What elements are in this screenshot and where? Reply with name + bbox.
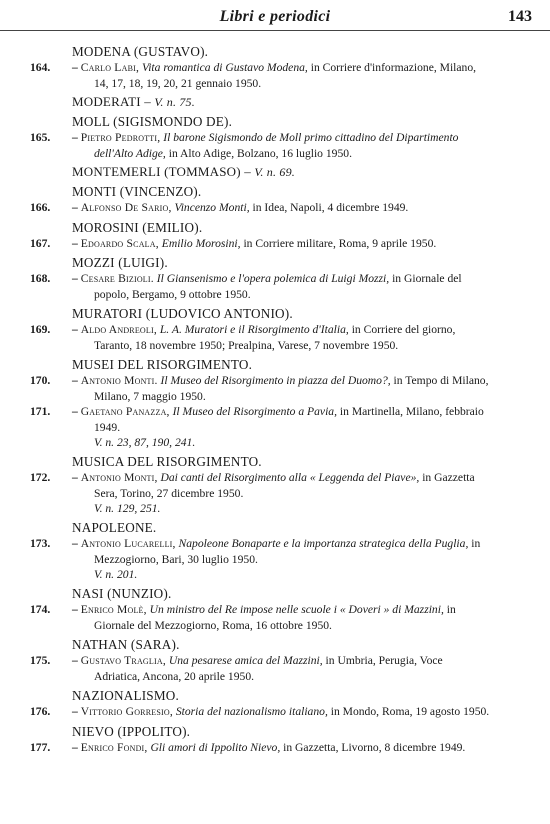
- bibliography-section: [0, 94, 550, 110]
- entry-text: [72, 130, 550, 161]
- entry-text: [72, 740, 550, 756]
- section-heading: NATHAN (SARA).: [72, 637, 180, 652]
- entry-number: 170.: [30, 374, 51, 387]
- bibliography-entry: [30, 60, 550, 91]
- bibliography-section: [0, 306, 550, 353]
- bibliography-entry: [30, 602, 550, 633]
- section-heading: NAPOLEONE.: [72, 520, 157, 535]
- entry-dash: –: [72, 705, 81, 718]
- section-heading: NASI (NUNZIO).: [72, 586, 172, 601]
- entry-number: 176.: [30, 705, 51, 718]
- entry-title: L. A. Muratori e il Risorgimento d'Italia,: [159, 323, 349, 336]
- entry-title: Un ministro del Re impose nelle scuole i « Doveri » di Mazzini,: [149, 603, 444, 616]
- bibliography-section: [0, 454, 550, 516]
- entry-text: [72, 536, 550, 567]
- entry-text: [72, 236, 550, 252]
- entry-publication: in Gazzetta, Livorno, 8 dicembre 1949.: [280, 740, 466, 754]
- bibliography-list: [0, 44, 550, 758]
- entry-title: Vita romantica di Gustavo Modena,: [141, 61, 308, 74]
- cross-reference-dash: –: [140, 94, 155, 109]
- bibliography-entry: [30, 740, 550, 756]
- running-title: Libri e periodici: [219, 8, 331, 25]
- entry-publication: in Mondo, Roma, 19 agosto 1950.: [327, 705, 490, 718]
- cross-reference-target: V. n. 69.: [254, 165, 295, 179]
- bibliography-section: [0, 255, 550, 302]
- bibliography-section: [0, 357, 550, 450]
- entry-publication: in Gazzetta Sera, Torino, 27 dicembre 1950.: [94, 471, 475, 500]
- entry-author: Enrico Molè,: [80, 603, 147, 616]
- bibliography-entry: [30, 704, 550, 720]
- entry-publication: in Idea, Napoli, 4 dicembre 1949.: [249, 201, 409, 214]
- section-heading: MOZZI (LUIGI).: [72, 255, 168, 270]
- cross-reference: [72, 94, 550, 110]
- cross-reference: [72, 164, 550, 180]
- entry-dash: –: [72, 272, 81, 285]
- section-heading: NIEVO (IPPOLITO).: [72, 723, 191, 739]
- entry-dash: –: [72, 323, 81, 336]
- bibliography-section: [0, 688, 550, 720]
- entry-dash: –: [72, 374, 81, 387]
- page-number: 143: [508, 8, 532, 25]
- entry-see-also: V. n. 129, 251.: [94, 502, 161, 515]
- bibliography-section: [0, 164, 550, 180]
- entry-text: [72, 322, 550, 353]
- entry-dash: –: [72, 236, 81, 250]
- bibliography-section: [0, 44, 550, 91]
- entry-dash: –: [72, 405, 81, 418]
- entry-text: [72, 200, 550, 216]
- entry-title: Il barone Sigismondo de Moll primo cittadino del Dipartimento dell'Alto Adige,: [94, 131, 459, 160]
- entry-publication: in Giornale del Mezzogiorno, Roma, 16 ottobre 1950.: [94, 603, 456, 632]
- entry-dash: –: [72, 603, 81, 616]
- entry-number: 172.: [30, 471, 51, 484]
- entry-number: 177.: [30, 740, 51, 754]
- entry-title: Napoleone Bonaparte e la importanza strategica della Puglia,: [178, 537, 469, 550]
- entry-title: Vincenzo Monti,: [174, 201, 250, 214]
- entry-author: Enrico Fondi,: [80, 740, 148, 754]
- entry-author: Gustavo Traglia,: [80, 654, 166, 667]
- entry-number: 166.: [30, 201, 51, 214]
- entry-title: Gli amori di Ippolito Nievo,: [150, 740, 281, 754]
- entry-see-also: V. n. 23, 87, 190, 241.: [94, 436, 196, 449]
- entry-author: Carlo Labi,: [80, 61, 140, 74]
- section-heading: MOLL (SIGISMONDO DE).: [72, 114, 233, 129]
- section-heading: MUSEI DEL RISORGIMENTO.: [72, 357, 253, 372]
- entry-publication: in Corriere del giorno, Taranto, 18 novembre 1950; Prealpina, Varese, 7 novembre 1950.: [94, 323, 456, 352]
- bibliography-entry: [30, 322, 550, 353]
- entry-title: Il Giansenismo e l'opera polemica di Luigi Mozzi,: [156, 272, 390, 285]
- entry-author: Pietro Pedrotti,: [80, 131, 161, 144]
- bibliography-entry: [30, 236, 550, 252]
- entry-title: Storia del nazionalismo italiano,: [175, 705, 328, 718]
- entry-title: Emilio Morosini,: [161, 236, 241, 250]
- entry-dash: –: [72, 537, 81, 550]
- entry-author: Edoardo Scala,: [80, 236, 159, 250]
- bibliography-entry: [30, 536, 550, 567]
- entry-dash: –: [72, 201, 81, 214]
- entry-title: Il Museo del Risorgimento a Pavia,: [172, 405, 337, 418]
- bibliography-section: [0, 220, 550, 252]
- bibliography-entry: [30, 373, 550, 404]
- entry-number: 165.: [30, 131, 51, 144]
- cross-reference-target: V. n. 75.: [154, 95, 195, 109]
- section-heading: MODENA (GUSTAVO).: [72, 44, 209, 59]
- bibliography-entry: [30, 130, 550, 161]
- entry-dash: –: [72, 471, 81, 484]
- entry-dash: –: [72, 61, 81, 74]
- bibliography-entry: [30, 271, 550, 302]
- entry-text: [72, 653, 550, 684]
- bibliography-section: [0, 724, 550, 756]
- entry-text: [72, 60, 550, 91]
- entry-text: [72, 602, 550, 633]
- entry-number: 174.: [30, 603, 51, 616]
- bibliography-entry: [30, 404, 550, 435]
- entry-text: [72, 470, 550, 501]
- entry-number: 167.: [30, 236, 51, 250]
- entry-number: 168.: [30, 272, 51, 285]
- entry-dash: –: [72, 740, 81, 754]
- entry-title: Dai canti del Risorgimento alla « Leggenda del Piave»,: [160, 471, 420, 484]
- section-heading: MOROSINI (EMILIO).: [72, 219, 203, 235]
- cross-reference-name: MONTEMERLI (TOMMASO): [72, 164, 241, 179]
- section-heading: MURATORI (LUDOVICO ANTONIO).: [72, 306, 293, 321]
- entry-publication: in Martinella, Milano, febbraio 1949.: [94, 405, 484, 434]
- bibliography-section: [0, 184, 550, 216]
- entry-author: Antonio Monti,: [80, 471, 158, 484]
- entry-dash: –: [72, 131, 81, 144]
- page-header: [0, 8, 550, 31]
- entry-publication: in Corriere d'informazione, Milano, 14, 17, 18, 19, 20, 21 gennaio 1950.: [94, 61, 477, 90]
- entry-author: Aldo Andreoli,: [80, 323, 157, 336]
- entry-text: [72, 404, 550, 435]
- entry-publication: in Mezzogiorno, Bari, 30 luglio 1950.: [94, 537, 481, 566]
- entry-number: 169.: [30, 323, 51, 336]
- entry-title: Il Museo del Risorgimento in piazza del Duomo?,: [160, 374, 391, 387]
- entry-author: Vittorio Gorresio,: [80, 705, 173, 718]
- entry-publication: in Umbria, Perugia, Voce Adriatica, Ancona, 20 aprile 1950.: [94, 654, 443, 683]
- entry-dash: –: [72, 654, 81, 667]
- entry-number: 171.: [30, 405, 51, 418]
- bibliography-section: [0, 520, 550, 582]
- bibliography-entry: [30, 470, 550, 501]
- entry-author: Gaetano Panazza,: [80, 405, 170, 418]
- bibliography-section: [0, 637, 550, 684]
- entry-publication: in Corriere militare, Roma, 9 aprile 1950.: [240, 236, 437, 250]
- section-heading: NAZIONALISMO.: [72, 688, 179, 703]
- entry-publication: in Tempo di Milano, Milano, 7 maggio 1950.: [94, 374, 489, 403]
- entry-title: Una pesarese amica del Mazzini,: [168, 654, 323, 667]
- entry-number: 173.: [30, 537, 51, 550]
- entry-author: Antonio Lucarelli,: [80, 537, 176, 550]
- bibliography-section: [0, 586, 550, 633]
- entry-publication: in Alto Adige, Bolzano, 16 luglio 1950.: [165, 146, 352, 160]
- cross-reference-dash: –: [240, 164, 255, 179]
- entry-author: Antonio Monti.: [80, 374, 158, 387]
- cross-reference-name: MODERATI: [72, 94, 141, 109]
- entry-publication: in Giornale del popolo, Bergamo, 9 ottobre 1950.: [94, 272, 462, 301]
- entry-see-also: V. n. 201.: [94, 568, 138, 581]
- entry-author: Alfonso De Sario,: [80, 201, 172, 214]
- entry-author: Cesare Bizioli.: [80, 272, 154, 285]
- entry-number: 175.: [30, 654, 51, 667]
- entry-text: [72, 271, 550, 302]
- entry-text: [72, 373, 550, 404]
- section-heading: MUSICA DEL RISORGIMENTO.: [72, 454, 262, 469]
- entry-text: [72, 704, 550, 720]
- bibliography-section: [0, 114, 550, 161]
- bibliography-entry: [30, 653, 550, 684]
- section-heading: MONTI (VINCENZO).: [72, 184, 202, 199]
- entry-number: 164.: [30, 61, 51, 74]
- bibliography-entry: [30, 200, 550, 216]
